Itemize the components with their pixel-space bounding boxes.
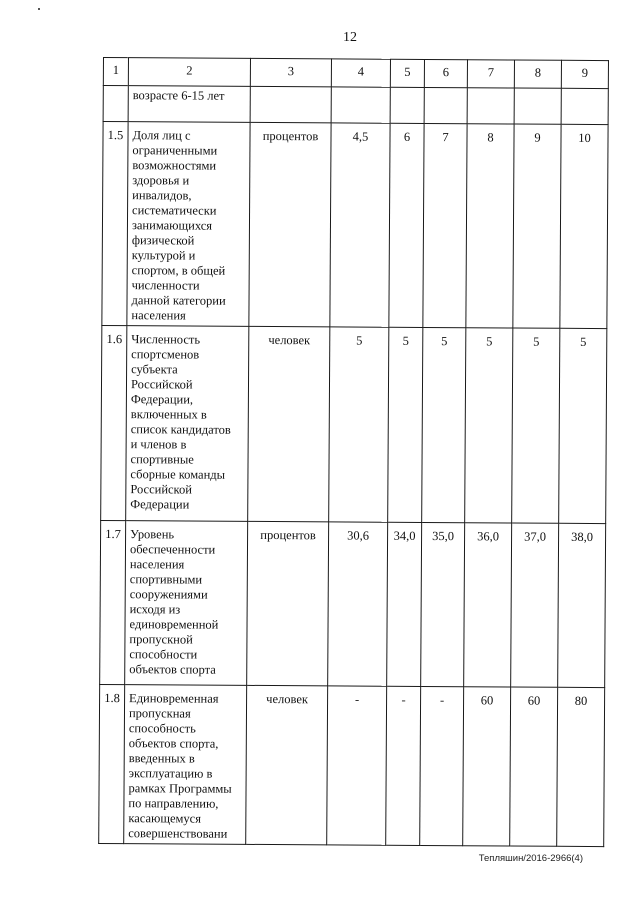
page-number: 12 [343, 30, 357, 45]
row-unit: процентов [247, 521, 329, 685]
row-value: - [327, 686, 387, 845]
row-value: 4,5 [330, 123, 390, 327]
row-value [424, 87, 467, 123]
row-number: 1.6 [101, 325, 127, 520]
row-description: Уровень обеспеченности населения спортивными сооружениями исходя из единовременной пропускной способности объектов спорта [125, 521, 248, 686]
document-reference: Тепляшин/2016-2966(4) [478, 853, 583, 864]
row-description: возрасте 6-15 лет [128, 86, 250, 123]
header-col-4: 4 [331, 59, 390, 87]
row-value: 9 [513, 124, 561, 328]
row-value: 5 [388, 327, 423, 522]
row-value: 10 [560, 124, 608, 328]
row-value: 34,0 [387, 522, 422, 686]
row-value: - [386, 686, 421, 845]
scan-speck [38, 8, 40, 10]
row-value: 5 [422, 327, 466, 522]
header-col-8: 8 [514, 60, 561, 88]
row-unit: человек [246, 685, 328, 844]
table-row [101, 325, 607, 523]
row-value: 80 [557, 687, 605, 846]
table-header-row [103, 58, 608, 89]
row-unit [250, 86, 331, 122]
row-value: 5 [559, 328, 607, 523]
indicator-table [98, 57, 609, 847]
table-row [103, 86, 608, 125]
header-col-6: 6 [424, 59, 467, 87]
row-value: 5 [465, 328, 513, 523]
row-value [331, 87, 390, 123]
header-col-3: 3 [250, 58, 331, 86]
row-value: 36,0 [464, 523, 512, 687]
row-value: 8 [466, 124, 514, 328]
row-number: 1.5 [102, 122, 128, 326]
row-unit: процентов [249, 122, 331, 326]
table-row [99, 684, 605, 846]
row-value [514, 88, 561, 124]
row-description: Единовременная пропускная способность объектов спорта, введенных в эксплуатацию в рамках Программы по направлению, касающемуся совершенствовани [124, 685, 247, 845]
table-row [100, 520, 606, 687]
row-description: Численность спортсменов субъекта Российской Федерации, включенных в список кандидатов и членов в спортивные сборные команды Российской Федерации [126, 326, 249, 522]
row-value: 6 [389, 123, 424, 327]
header-col-2: 2 [128, 58, 250, 87]
row-value: 35,0 [421, 522, 465, 686]
header-col-5: 5 [390, 59, 424, 87]
header-col-9: 9 [561, 60, 608, 88]
row-value: 60 [463, 687, 511, 846]
table-row [102, 122, 608, 329]
row-value: 7 [423, 123, 467, 327]
row-value: 37,0 [511, 523, 559, 687]
row-value: 30,6 [328, 522, 388, 686]
header-col-1: 1 [103, 58, 128, 86]
row-value [561, 88, 608, 124]
row-value: 5 [512, 328, 560, 523]
row-value [390, 87, 424, 123]
row-value: 60 [510, 687, 558, 846]
row-unit: человек [248, 326, 330, 521]
row-value: 38,0 [558, 523, 606, 687]
row-value: - [420, 686, 464, 845]
row-number [103, 86, 128, 122]
row-number: 1.7 [100, 520, 126, 684]
header-col-7: 7 [467, 60, 514, 88]
row-value [467, 88, 514, 124]
row-number: 1.8 [99, 684, 125, 843]
row-description: Доля лиц с ограниченными возможностями здоровья и инвалидов, систематически занимающихся физической культурой и спортом, в общей численности данной категории населения [127, 122, 250, 327]
row-value: 5 [329, 327, 389, 522]
